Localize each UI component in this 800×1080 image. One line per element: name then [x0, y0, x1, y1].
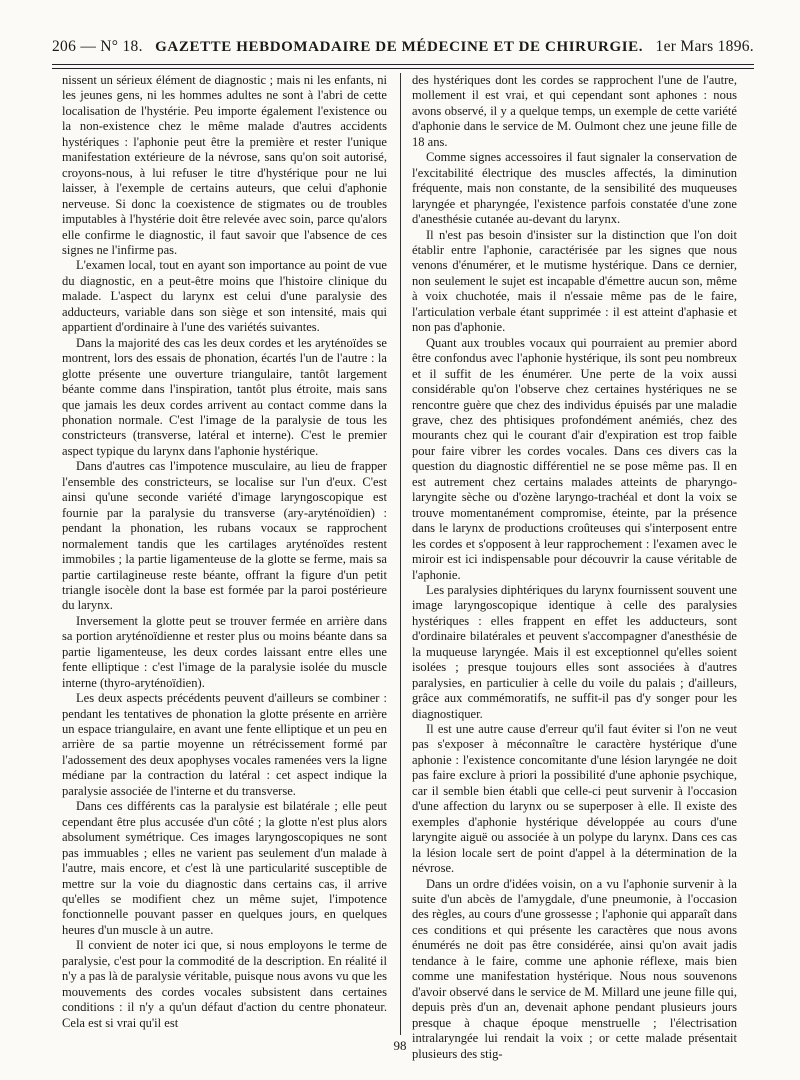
paragraph: nissent un sérieux élément de diagnostic ; mais ni les enfants, ni les jeunes gens, ni les hommes adultes ne sont à l'abri de cette localisation de l'hystérie. Peu importe également l'existence ou la non-existence chez le même malade d'autres accidents hystériques : l'aphonie peut être la première et rester l'unique manifestation extérieure de la névrose, sans qu'on soit autorisé, croyons-nous, à lui refuser le titre d'hystérique pour ne lui laisser, à l'exemple de certains auteurs, que celui d'aphonie nerveuse. Si donc la coexistence de stigmates ou de troubles imputables à l'hystérie doit être relevée avec soin, parce qu'alors elle confirme le diagnostic, il faut savoir que l'absence de ces signes ne l'infirme pas. — [62, 73, 387, 257]
paragraph: Les paralysies diphtériques du larynx fournissent souvent une image laryngoscopique identique à celle des paralysies hystériques : elles frappent en effet les adducteurs, sont d'ordinaire bilatérales et peuvent s'accompagner d'anesthésie de la muqueuse laryngée. Mais il est exceptionnel qu'elles soient isolées ; presque toujours elles sont associées à d'autres paralysies, en particulier à celle du voile du palais ; d'ailleurs, grâce aux commémoratifs, ne suffit-il pas d'y songer pour les diagnostiquer. — [412, 582, 737, 721]
paragraph: des hystériques dont les cordes se rapprochent l'une de l'autre, mollement il est vrai, et qui cependant sont aphones : nous avons observé, il y a quelque temps, un exemple de cette variété d'aphonie dans le service de M. Oulmont chez une jeune fille de 18 ans. — [412, 73, 737, 149]
running-header — [52, 38, 754, 60]
paragraph: L'examen local, tout en ayant son importance au point de vue du diagnostic, en a peut-être moins que l'histoire clinique du malade. L'aspect du larynx est celui d'une paralysie des adducteurs, variable dans son siège et son intensité, mais qui appartient d'ordinaire à l'une des variétés suivantes. — [62, 258, 387, 335]
paragraph: Il est une autre cause d'erreur qu'il faut éviter si l'on ne veut pas s'exposer à méconnaître le caractère hystérique d'une aphonie : l'existence concomitante d'une lésion laryngée ne doit pas faire exclure à priori la possibilité d'une aphonie psychique, car il semble bien établi que celle-ci peut survenir à l'occasion d'une affection du larynx ou se superposer à elle. Il existe des exemples d'aphonie hystérique développée au cours d'une laryngite aiguë ou associée à un polype du larynx. Dans ces cas la lésion locale sert de point d'appel à la détermination de la névrose. — [412, 722, 737, 876]
header-rule — [52, 64, 754, 69]
paragraph: Dans d'autres cas l'impotence musculaire, au lieu de frapper l'ensemble des constricteurs, se localise sur l'un d'eux. C'est ainsi qu'une seconde variété d'image laryngoscopique est fournie par la paralysie du transverse (ary-aryténoïdien) : pendant la phonation, les rubans vocaux se rapprochent normalement tandis que les cartilages aryténoïdes restent immobiles ; la partie ligamenteuse de la glotte se ferme, mais sa partie cartilagineuse reste béante, offrant la figure d'un petit triangle isocèle dont la base est formée par la paroi postérieure du larynx. — [62, 459, 387, 613]
paragraph: Dans la majorité des cas les deux cordes et les aryténoïdes se montrent, lors des essais de phonation, écartés l'un de l'autre : la glotte présente une ouverture triangulaire, tantôt largement béante comme dans l'inspiration, tantôt plus étroite, mais sans que jamais les deux cordes arrivent au contact comme dans la phonation normale. C'est l'image de la paralysie de tous les constricteurs (transverse, latéral et interne). C'est le premier aspect typique du larynx dans l'aphonie hystérique. — [62, 335, 387, 458]
paragraph: Inversement la glotte peut se trouver fermée en arrière dans sa portion aryténoïdienne et rester plus ou moins béante dans sa partie ligamenteuse, les deux cordes laissant entre elles une fente elliptique : c'est l'image de la paralysie isolée du muscle interne (thyro-aryténoïdien). — [62, 613, 387, 690]
paragraph: Quant aux troubles vocaux qui pourraient au premier abord être confondus avec l'aphonie hystérique, ils sont peu nombreux et il suffit de les énumérer. Une perte de la voix aussi considérable qu'on l'observe chez certaines hystériques ne se rencontre guère que chez des individus épuisés par une maladie grave, chez des phtisiques profondément anémiés, chez des mourants chez qui le courant d'air d'expiration est trop faible pour faire vibrer les cordes vocales. Dans ces divers cas la question du diagnostic différentiel ne se pose même pas. Il en est autrement chez certains malades atteints de pharyngo-laryngite sèche ou d'ozène laryngo-trachéal et dont la voix se trouve momentanément compromise, éteinte, par la présence dans le larynx de productions croûteuses qui s'interposent entre les cordes et s'opposent à leur rapprochement : l'examen avec le miroir est ici indispensable pour découvrir la cause véritable de l'aphonie. — [412, 335, 737, 582]
journal-title: GAZETTE HEBDOMADAIRE DE MÉDECINE ET DE CHIRURGIE. — [155, 39, 644, 55]
page-footer — [0, 1038, 800, 1054]
paragraph: Dans ces différents cas la paralysie est bilatérale ; elle peut cependant être plus accusée d'un côté ; la glotte n'est plus alors absolument symétrique. Ces images laryngoscopiques ne sont pas immuables ; elles ne varient pas seulement d'un malade à l'autre, mais encore, et c'est là une particularité susceptible de mettre sur la voie du diagnostic dans certains cas, il arrive qu'elles se modifient chez un même sujet, l'impotence fonctionnelle pouvant passer en quelques jours, en quelques heures d'un muscle à un autre. — [62, 799, 387, 937]
right-column — [412, 73, 737, 1061]
paragraph: Dans un ordre d'idées voisin, on a vu l'aphonie survenir à la suite d'un abcès de l'amygdale, d'une pneumonie, à l'occasion des règles, au cours d'une grossesse ; l'aphonie qui apparaît dans ces conditions et qui présente les caractères que nous avons énumérés ne doit pas être considérée, ainsi qu'on avait jadis tendance à le faire, comme une aphonie réflexe, mais bien comme une manifestation hystérique. Nous nous souvenons d'avoir observé dans le service de M. Millard une jeune fille qui, depuis près d'un an, devenait aphone pendant plusieurs jours presque à chaque époque menstruelle ; l'électrisation intralaryngée lui rendait la voix ; or cette malade présentait plusieurs des stig- — [412, 876, 737, 1061]
page-number: 98 — [393, 1038, 407, 1053]
paragraph: Les deux aspects précédents peuvent d'ailleurs se combiner : pendant les tentatives de phonation la glotte présente en arrière un espace triangulaire, en avant une fente elliptique et un peu en arrière de sa partie moyenne un rétrécissement formé par l'adossement des deux apophyses vocales ramenées vers la ligne médiane par la contraction du latéral : cet aspect indique la paralysie associée de l'interne et du transverse. — [62, 691, 387, 798]
page-reference: 206 — N° 18. — [52, 38, 143, 55]
paragraph: Il convient de noter ici que, si nous employons le terme de paralysie, c'est pour la commodité de la description. En réalité il n'y a pas là de paralysie véritable, puisque nous avons vu que les mouvements des cordes vocales subsistent dans certaines conditions : il n'y a qu'un défaut d'action du centre phonateur. Cela est si vrai qu'il est — [62, 938, 387, 1030]
left-column — [62, 73, 387, 1035]
column-divider — [400, 73, 401, 1035]
issue-date: 1er Mars 1896. — [655, 38, 754, 55]
paragraph: Il n'est pas besoin d'insister sur la distinction que l'on doit établir entre l'aphonie, caractérisée par les signes que nous venons d'énumérer, et le mutisme hystérique. Dans ce dernier, non seulement le sujet est incapable d'émettre aucun son, même à voix chuchotée, mais il n'essaie même pas de le faire, l'articulation verbale étant supprimée : il est atteint d'aphasie et non pas d'aphonie. — [412, 227, 737, 335]
paragraph: Comme signes accessoires il faut signaler la conservation de l'excitabilité électrique des muscles affectés, la diminution fréquente, mais non constante, de la sensibilité des muqueuses laryngée et pharyngée, l'existence parfois constatée d'une zone d'anesthésie cutanée au-devant du larynx. — [412, 150, 737, 227]
